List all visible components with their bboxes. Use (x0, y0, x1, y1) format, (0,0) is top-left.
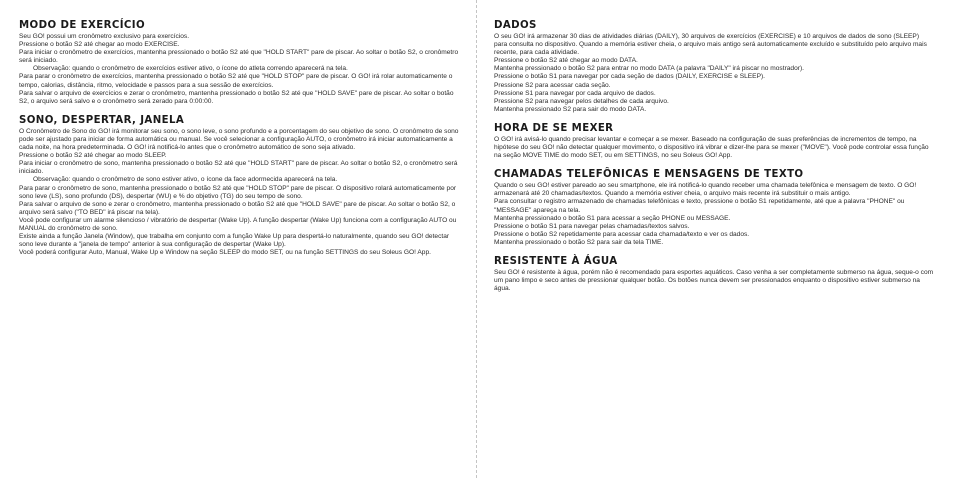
paragraph: Seu GO! é resistente à água, porém não é recomendado para esportes aquáticos. Caso venha a ser completamente submerso na água, seque-o com um pano limpo e seco antes de pressionar qualquer botão. Os botões nunca devem ser pressionados enquanto o dispositivo estiver submerso na água. (494, 268, 934, 293)
paragraph: Mantenha pressionado o botão S2 para entrar no modo DATA (a palavra "DAILY" irá piscar no mostrador). (494, 65, 804, 73)
paragraph: Pressione o botão S2 até chegar ao modo EXERCISE. (19, 41, 180, 49)
section-title: HORA DE SE MEXER (494, 122, 614, 134)
paragraph: Seu GO! possui um cronômetro exclusivo para exercícios. (19, 33, 190, 40)
paragraph: Para parar o cronômetro de sono, mantenha pressionado o botão S2 até que "HOLD STOP" pare de piscar. O dispositivo rolará automaticamente por sono leve (LS), sono profundo (DS), despertar (WU) e % do objetivo (TG) do seu tempo de sono. (19, 184, 457, 200)
paragraph: Existe ainda a função Janela (Window), que trabalha em conjunto com a função Wake Up para despertá-lo naturalmente, quando seu GO! detectar sono leve durante a "janela de tempo" anterior à sua configuração de despertar (Wake Up). (19, 233, 450, 249)
note-paragraph: Observação: quando o cronômetro de sono estiver ativo, o ícone da face adormecida aparecerá na tela. (33, 176, 338, 184)
paragraph: Pressione o botão S2 até chegar ao modo DATA. (494, 57, 638, 65)
paragraph: Pressione o botão S2 repetidamente para acessar cada chamada/texto e ver os dados. (494, 230, 750, 238)
paragraph: Para salvar o arquivo de sono e zerar o cronômetro, mantenha pressionado o botão S2 até que "HOLD SAVE" pare de piscar. Ao soltar o botão S2, o arquivo será salvo ("TO BED" irá piscar na tela). (19, 200, 456, 216)
section-data (494, 20, 934, 114)
right-column (494, 14, 934, 302)
section-calls-messages (494, 169, 934, 247)
paragraph: Para consultar o registro armazenado de chamadas telefônicas e texto, pressione o botão S1 repetidamente, até que a palavra "PHONE" ou "MESSAGE" apareça na tela. (494, 198, 905, 214)
section-title: CHAMADAS TELEFÔNICAS E MENSAGENS DE TEXTO (494, 169, 804, 181)
section-move-time (494, 123, 934, 160)
paragraph: Pressione o botão S1 para navegar por cada seção de dados (DAILY, EXERCISE e SLEEP). (494, 73, 765, 81)
paragraph: Você pode configurar um alarme silencioso / vibratório de despertar (Wake Up). A função despertar (Wake Up) funciona com a configuração AUTO ou MANUAL do cronômetro de sono. (19, 216, 457, 232)
paragraph: Pressione S2 para acessar cada seção. (494, 81, 611, 89)
paragraph: Pressione S1 para navegar por cada arquivo de dados. (494, 89, 656, 97)
section-title: DADOS (494, 20, 537, 31)
section-exercise-mode (19, 20, 459, 106)
paragraph: Pressione o botão S2 até chegar ao modo SLEEP. (19, 152, 167, 160)
section-sleep-wake-window (19, 115, 459, 258)
section-water-resistant (494, 256, 934, 293)
paragraph: O Cronômetro de Sono do GO! irá monitorar seu sono, o sono leve, o sono profundo e a porcentagem do seu objetivo de sono. O cronômetro de sono pode ser ajustado para iniciar de forma automática ou manual. Se você selecionar a configuração AUTO, o cronômetro irá iniciar automaticamente a cada noite, na hora predeterminada. O GO! irá notificá-lo antes que o cronômetro automático de sono seja ativado. (19, 127, 459, 152)
paragraph: Mantenha pressionado S2 para sair do modo DATA. (494, 105, 647, 113)
paragraph: Mantenha pressionado o botão S1 para acessar a seção PHONE ou MESSAGE. (494, 214, 731, 222)
paragraph: Mantenha pressionado o botão S2 para sair da tela TIME. (494, 238, 664, 246)
paragraph: Pressione o botão S1 para navegar pelas chamadas/textos salvos. (494, 222, 690, 230)
paragraph: Pressione S2 para navegar pelos detalhes de cada arquivo. (494, 97, 669, 105)
center-divider (476, 0, 477, 478)
paragraph: Para iniciar o cronômetro de sono, mantenha pressionado o botão S2 até que "HOLD START" pare de piscar. Ao soltar o botão S2, o cronômetro será iniciado. (19, 160, 458, 176)
paragraph: Você poderá configurar Auto, Manual, Wake Up e Window na seção SLEEP do modo SET, ou na função SETTINGS do seu Soleus GO! App. (19, 249, 431, 257)
paragraph: Para salvar o arquivo de exercícios e zerar o cronômetro, mantenha pressionado o botão S2 até que "HOLD SAVE" pare de piscar. Ao soltar o botão S2, o arquivo será salvo e o cronômetro será zerado para 0:00:00. (19, 89, 454, 105)
section-title: RESISTENTE À ÁGUA (494, 255, 618, 267)
paragraph: Para parar o cronômetro de exercícios, mantenha pressionado o botão S2 até que "HOLD STOP" pare de piscar. O GO! irá rolar automaticamente o tempo, calorias, distância, ritmo, velocidade e passos para a sua sessão de exercícios. (19, 73, 453, 89)
section-title: SONO, DESPERTAR, JANELA (19, 114, 185, 126)
left-column (19, 14, 459, 266)
paragraph: O GO! irá avisá-lo quando precisar levantar e começar a se mexer. Baseado na configuração de suas preferências de incrementos de tempo, na hipótese do seu GO! não detectar qualquer movimento, o dispositivo irá vibrar e dizer-lhe para se mexer ("MOVE"). Você pode controlar essa função na seção MOVE TIME do modo SET, ou em SETTINGS, no seu Soleus GO! App. (494, 135, 929, 160)
paragraph: O seu GO! irá armazenar 30 dias de atividades diárias (DAILY), 30 arquivos de exercícios (EXERCISE) e 10 arquivos de dados de sono (SLEEP) para consulta no dispositivo. Quando a memória estiver cheia, o arquivo mais antigo será automaticamente excluído e substituído pelo arquivo mais recente, para cada atividade. (494, 33, 927, 57)
paragraph: Quando o seu GO! estiver pareado ao seu smartphone, ele irá notificá-lo quando receber uma chamada telefônica e mensagem de texto. O GO! armazenará até 20 chamadas/textos. Quando a memória estiver cheia, o arquivo mais recente irá substituir o mais antigo. (494, 182, 917, 198)
note-paragraph: Observação: quando o cronômetro de exercícios estiver ativo, o ícone do atleta correndo aparecerá na tela. (33, 65, 348, 73)
paragraph: Para iniciar o cronômetro de exercícios, mantenha pressionado o botão S2 até que "HOLD START" pare de piscar. Ao soltar o botão S2, o cronômetro será iniciado. (19, 49, 459, 65)
section-title: MODO DE EXERCÍCIO (19, 20, 146, 31)
